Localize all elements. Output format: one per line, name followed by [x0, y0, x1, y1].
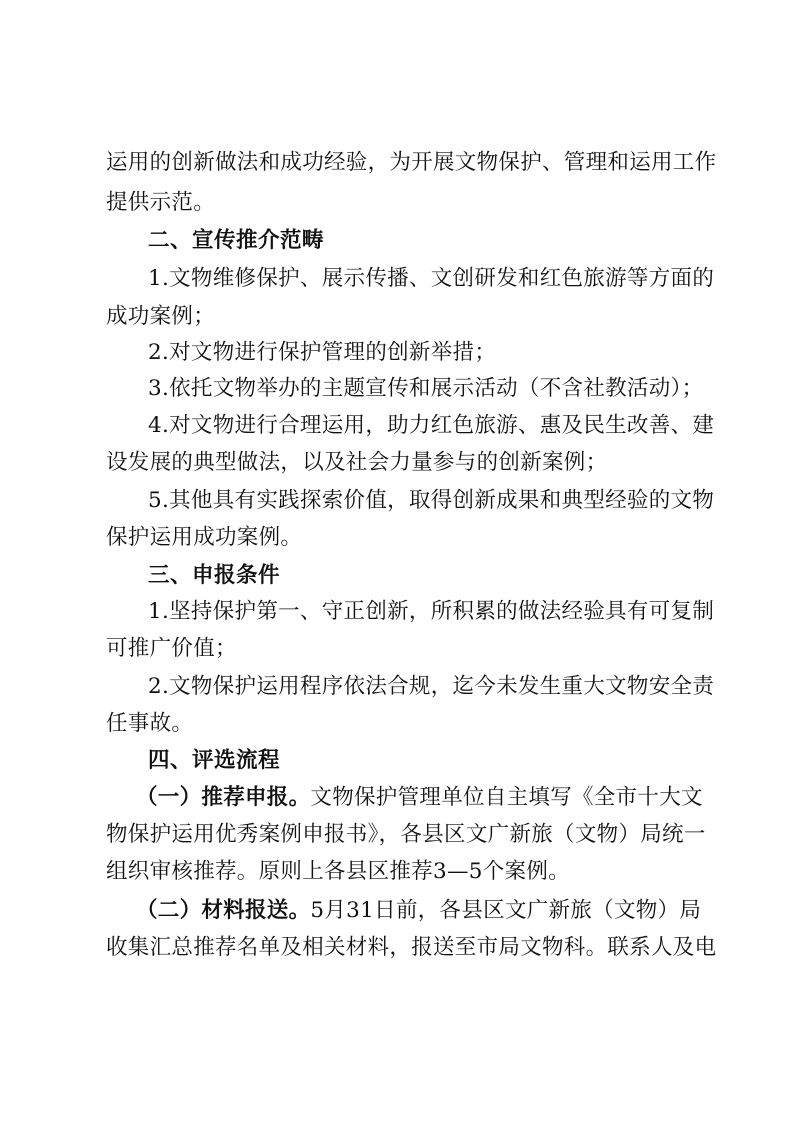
- list-item-line: 成功案例；: [106, 304, 216, 329]
- list-item-line: 任事故。: [106, 711, 194, 736]
- list-item-line: 保护运用成功案例。: [106, 525, 303, 550]
- section-heading-3: 三、申报条件: [148, 563, 281, 588]
- step1-line: 物保护运用优秀案例申报书》，各县区文广新旅（文物）局统一: [106, 822, 706, 847]
- step1-text: 文物保护管理单位自主填写《全市十大文: [310, 785, 703, 810]
- section-heading-2: 二、宣传推介范畴: [148, 228, 325, 253]
- step2-line: [136, 891, 793, 931]
- list-item-line: 设发展的典型做法，以及社会力量参与的创新案例；: [106, 450, 608, 475]
- step2-line: 收集汇总推荐名单及相关材料，报送至市局文物科。联系人及电: [106, 935, 717, 960]
- step1-line: 组织审核推荐。原则上各县区推荐3—5个案例。: [106, 859, 570, 884]
- list-item-line: 1.坚持保护第一、守正创新，所积累的做法经验具有可复制: [148, 599, 715, 624]
- list-item-line: 4.对文物进行合理运用，助力红色旅游、惠及民生改善、建: [148, 413, 715, 438]
- list-item-line: 5.其他具有实践探索价值，取得创新成果和典型经验的文物: [148, 488, 715, 513]
- step1-title: （一）推荐申报。: [136, 785, 311, 810]
- step1-line: [136, 778, 793, 818]
- step2-title: （二）材料报送。: [136, 898, 311, 923]
- paragraph-line: 提供示范。: [106, 190, 216, 215]
- list-item-line: 可推广价值；: [106, 636, 237, 661]
- list-item-line: 2.对文物进行保护管理的创新举措；: [148, 340, 497, 365]
- list-item-line: 2.文物保护运用程序依法合规，迄今未发生重大文物安全责: [148, 674, 715, 699]
- paragraph-line: 运用的创新做法和成功经验，为开展文物保护、管理和运用工作: [106, 150, 717, 175]
- section-heading-4: 四、评选流程: [148, 748, 281, 773]
- list-item-line: 1.文物维修保护、展示传播、文创研发和红色旅游等方面的: [148, 266, 715, 291]
- list-item-line: 3.依托文物举办的主题宣传和展示活动（不含社教活动）；: [148, 376, 704, 401]
- step2-text: 5月31日前，各县区文广新旅（文物）局: [310, 898, 702, 923]
